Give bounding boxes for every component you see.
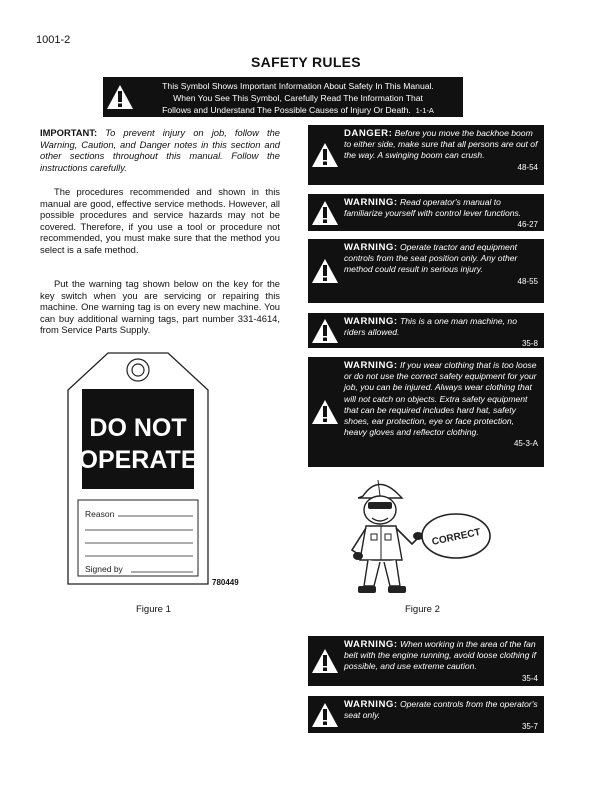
figure-1-caption: Figure 1 (136, 604, 171, 615)
warning-triangle-icon (308, 696, 342, 733)
warning-box-operator-seat: WARNING: Operate controls from the operator's seat only. 35-7 (308, 696, 544, 733)
tag-line2: OPERATE (78, 446, 198, 474)
procedures-paragraph: The procedures recommended and shown in this manual are good, effective service methods. However, all possible procedures and service hazards may not be covered. Therefore, if you use a tool or procedure not recommended, you must make sure that the method you select is a safe method. (40, 186, 280, 255)
important-text: To prevent injury on job, follow the Warning, Caution, and Danger notes in this section and other sections throughout this manual. Follow the instructions carefully. (40, 127, 280, 173)
correct-label: CORRECT (430, 526, 482, 548)
tag-signed-label: Signed by (85, 564, 123, 574)
page-title: SAFETY RULES (251, 54, 361, 70)
important-note (40, 127, 280, 173)
important-label: IMPORTANT: (40, 127, 98, 138)
intro-safety-notice (103, 77, 463, 117)
tag-reason-label: Reason (85, 509, 115, 519)
page-number: 1001-2 (36, 34, 71, 46)
warning-triangle-icon (308, 125, 342, 185)
warning-triangle-icon (308, 357, 342, 467)
warning-triangle-icon (308, 313, 342, 348)
warning-box-manual: WARNING: Read operator's manual to familiarize yourself with control lever functions. 46-27 (308, 194, 544, 231)
intro-line-1: This Symbol Shows Important Information About Safety In This Manual. (162, 81, 434, 91)
intro-line-2: When You See This Symbol, Carefully Read The Information That (173, 93, 423, 103)
danger-box-backhoe: DANGER: Before you move the backhoe boom to either side, make sure that all persons are out of the way. A swinging boom can crush. 48-54 (308, 125, 544, 185)
tag-line1: DO NOT (89, 414, 187, 442)
tag-part-code: 780449 (212, 578, 239, 587)
warning-box-clothing: WARNING: If you wear clothing that is too loose or do not use the correct safety equipment for your job, you can be injured. Always wear clothing that will not catch on objects. Extra safety equipment that can be required includes hard hat, safety shoes, ear protection, eye or face protection, heavy gloves and reflector clothing. 45-3-A (308, 357, 544, 467)
warning-triangle-icon (103, 77, 137, 117)
figure-2-caption: Figure 2 (405, 604, 440, 615)
do-not-operate-tag (63, 350, 213, 588)
warning-triangle-icon (308, 239, 342, 303)
warning-box-fan-belt: WARNING: When working in the area of the fan belt with the engine running, avoid loose clothing if possible, and use extreme caution. 35-4 (308, 636, 544, 686)
intro-line-3: Follows and Understand The Possible Causes of Injury Or Death. (162, 105, 411, 115)
safety-worker-illustration (338, 468, 498, 598)
warning-tag-paragraph: Put the warning tag shown below on the key for the key switch when you are servicing or repairing this machine. One warning tag is on every new machine. You can buy additional warning tags, part number 331-4614, from Service Parts Supply. (40, 278, 280, 336)
intro-code: 1-1-A (415, 106, 434, 115)
warning-box-one-man: WARNING: This is a one man machine, no riders allowed. 35-8 (308, 313, 544, 348)
warning-triangle-icon (308, 194, 342, 231)
warning-triangle-icon (308, 636, 342, 686)
warning-box-seat-position: WARNING: Operate tractor and equipment controls from the seat position only. Any other method could result in serious injury. 48-55 (308, 239, 544, 303)
